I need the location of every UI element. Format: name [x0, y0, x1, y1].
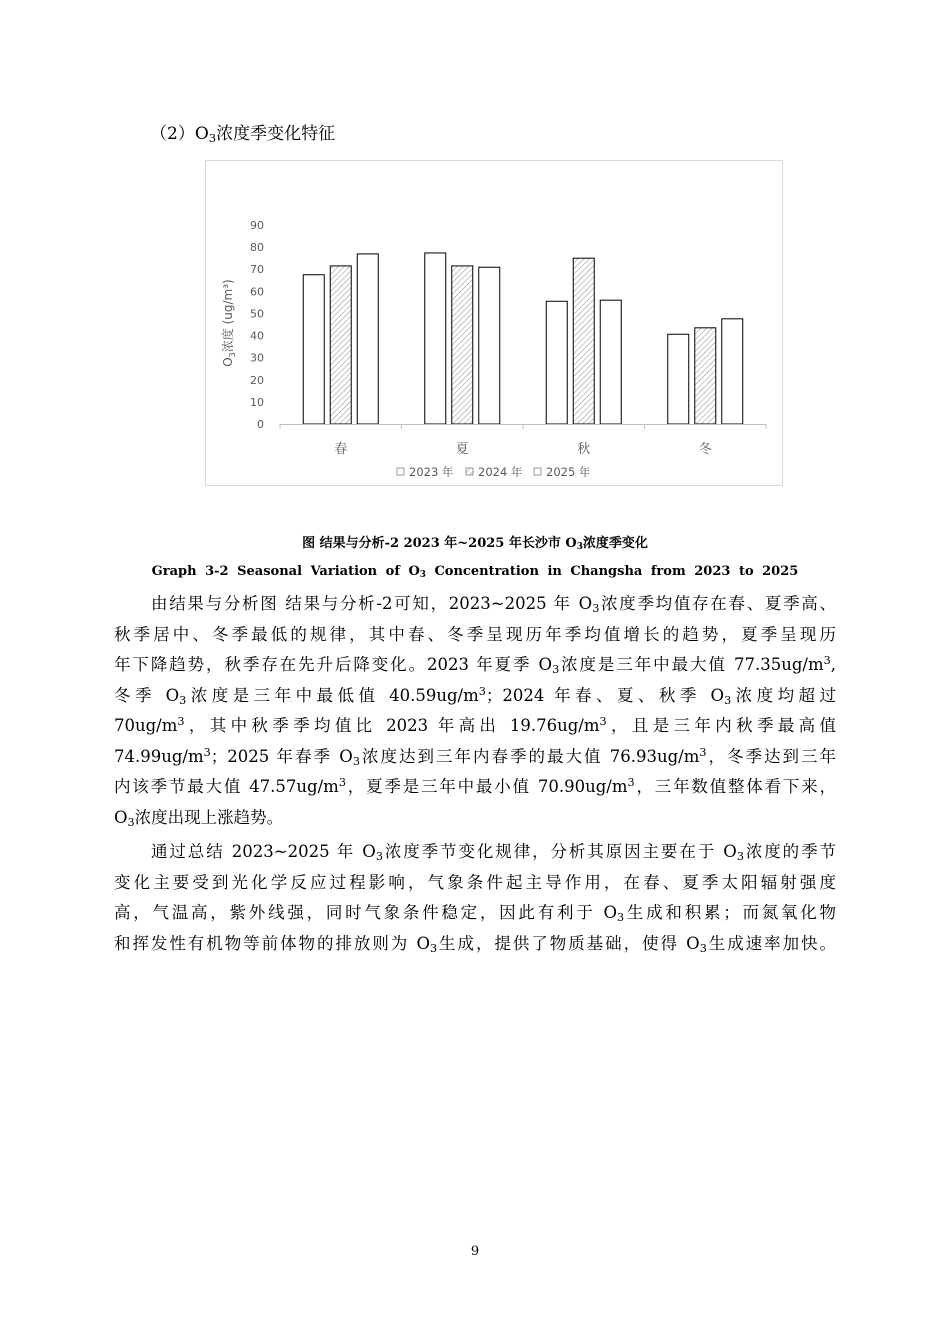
y-tick-label: 30	[250, 351, 264, 365]
y-tick-label: 90	[250, 219, 264, 232]
y-tick-label: 80	[250, 241, 264, 255]
y-tick-label: 20	[250, 373, 264, 387]
y-tick-label: 70	[250, 263, 264, 277]
paragraph-cause	[114, 837, 836, 959]
svg-text:O3浓度 (ug/m³): $O_3$浓度 (ug/m³)	[221, 279, 237, 367]
bar	[573, 258, 594, 424]
text-line: 通过总结 2023~2025 年 $O_3$浓度季节变化规律，分析其原因主要在于 $O_3$浓度的季节	[151, 842, 836, 863]
x-category-label: 冬	[698, 442, 712, 457]
chart-frame	[205, 160, 783, 486]
bar	[452, 266, 473, 424]
paragraph-analysis	[114, 589, 836, 833]
x-category-label: 秋	[577, 442, 591, 457]
y-axis-ticks	[250, 219, 264, 431]
x-category-label: 夏	[455, 442, 469, 457]
y-tick-label: 60	[250, 285, 264, 299]
text-line: 年下降趋势，秋季存在先升后降变化。2023 年夏季 $O_3$浓度是三年中最大值 $77.35ug/m^3$,	[114, 653, 836, 676]
text-line: 内该季节最大值 $47.57ug/m^3$，夏季是三年中最小值 $70.90ug/m^3$，三年数值整体看下来，	[114, 775, 837, 796]
text-line: 冬季 $O_3$浓度是三年中最低值 $40.59ug/m^3$；2024 年春、夏、秋季 $O_3$浓度均超过	[114, 684, 837, 707]
legend-swatch	[397, 468, 404, 475]
text-line: 和挥发性有机物等前体物的排放则为 $O_3$生成，提供了物质基础，使得 $O_3$生成速率加快。	[114, 933, 836, 955]
figure-caption-english: Graph 3-2 Seasonal Variation of $O_3$ Concentration in Changsha from 2023 to 2025	[151, 564, 799, 581]
text-line: $74.99ug/m^3$；2025 年春季 $O_3$浓度达到三年内春季的最大值 $76.93ug/m^3$，冬季达到三年	[114, 745, 837, 768]
y-axis-title	[220, 279, 237, 367]
section-heading: $(2)O_3$浓度季变化特征	[150, 124, 336, 145]
bar	[668, 334, 689, 424]
text-line: 变化主要受到光化学反应过程影响，气象条件起主导作用，在春、夏季太阳辐射强度	[114, 872, 836, 892]
y-tick-label: 40	[250, 329, 264, 343]
y-tick-label: 10	[250, 395, 264, 409]
x-axis	[280, 424, 766, 429]
legend-label: 2025 年	[546, 465, 591, 479]
text-line: 高，气温高，紫外线强，同时气象条件稳定，因此有利于 $O_3$生成和积累；而氮氧化物	[114, 903, 837, 924]
page-number: 9	[470, 1244, 480, 1259]
bar	[357, 254, 378, 424]
bar	[722, 319, 743, 424]
bar	[479, 267, 500, 424]
x-axis-labels	[334, 441, 712, 457]
y-tick-label: 0	[257, 418, 264, 431]
figure-caption-chinese: 图 结果与分析-2 2023 年~2025 年长沙市 $O_3$浓度季变化	[302, 536, 648, 553]
bar	[600, 300, 621, 424]
text-line: $70ug/m^3$，其中秋季季均值比 2023 年高出 $19.76ug/m^3$，且是三年内秋季最高值	[114, 714, 836, 735]
bar	[425, 253, 446, 424]
bar	[330, 266, 351, 424]
text-line: 由结果与分析图 结果与分析-2可知，2023~2025 年 $O_3$浓度季均值存在春、夏季高、	[151, 594, 836, 615]
bar-chart	[206, 161, 784, 487]
bars	[303, 253, 743, 424]
bar	[303, 275, 324, 424]
legend-swatch	[466, 468, 473, 475]
legend-label: 2024 年	[478, 465, 523, 479]
legend-swatch	[534, 468, 541, 475]
bar	[546, 301, 567, 424]
text-line: 秋季居中、冬季最低的规律，其中春、冬季呈现历年季均值增长的趋势，夏季呈现历	[114, 624, 836, 644]
bar	[695, 328, 716, 424]
y-tick-label: 50	[250, 307, 264, 321]
legend-label: 2023 年	[409, 465, 454, 479]
x-category-label: 春	[334, 442, 348, 457]
legend	[397, 465, 591, 479]
text-line: $O_3$浓度出现上涨趋势。	[114, 807, 284, 829]
